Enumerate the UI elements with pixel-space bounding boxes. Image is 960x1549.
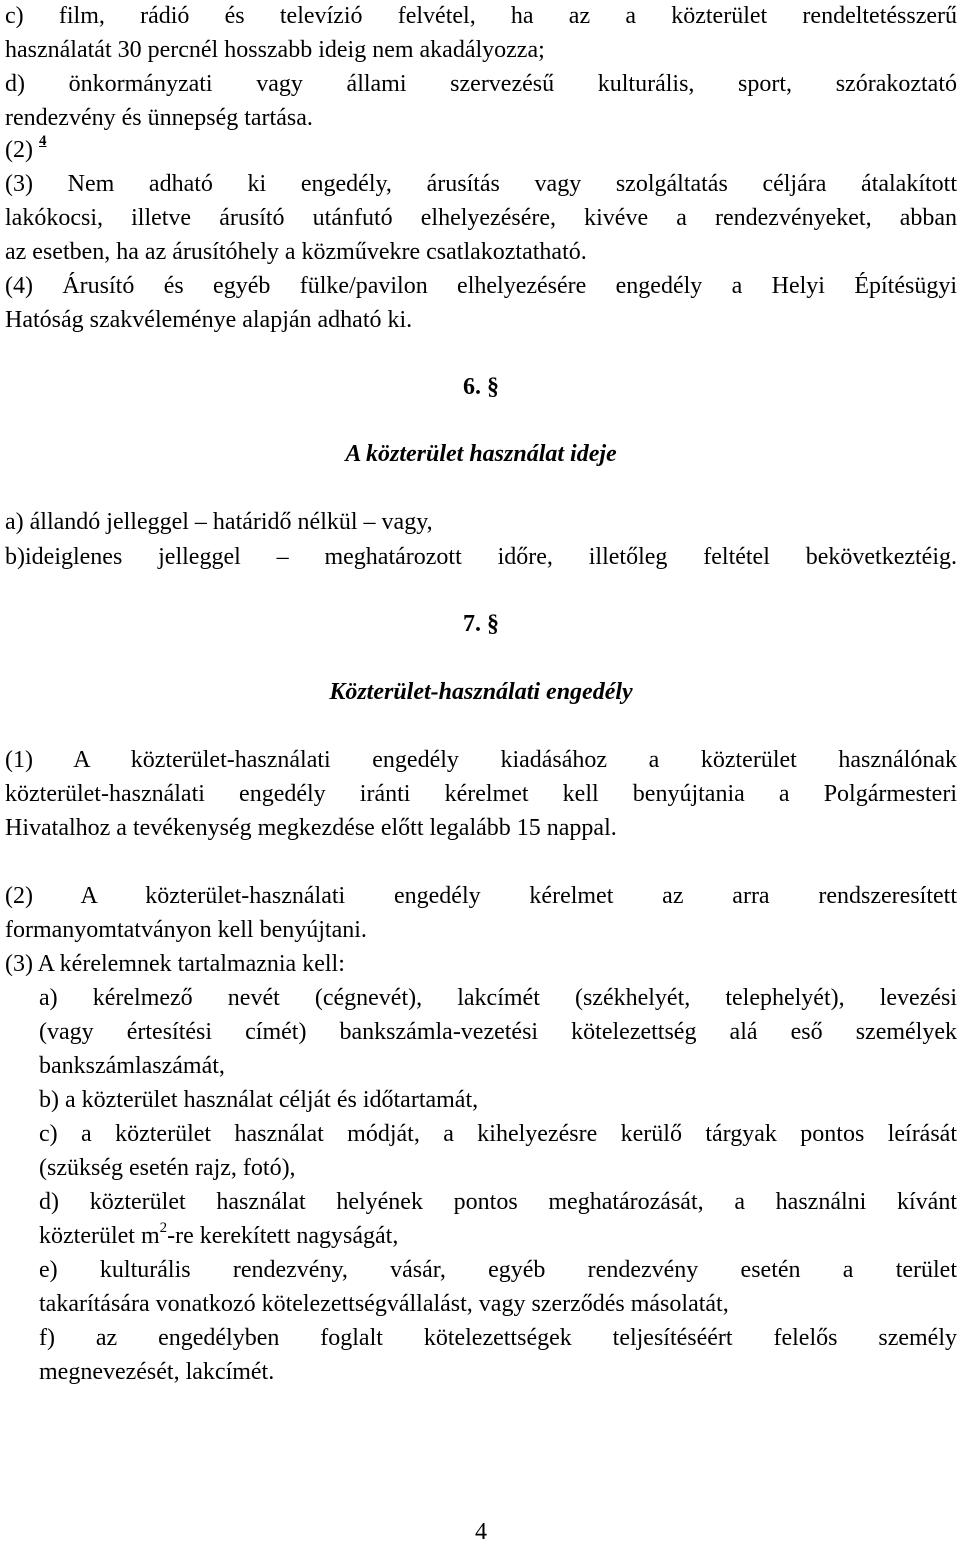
text-line: a) állandó jelleggel – határidő nélkül – vagy, xyxy=(5,509,433,535)
list-item-line: b) a közterület használat célját és időtartamát, xyxy=(39,1087,479,1113)
list-item-line: megnevezését, lakcímét. xyxy=(39,1359,275,1385)
list-item-line: f) az engedélyben foglalt kötelezettségek teljesítéséért felelős személy xyxy=(39,1325,957,1351)
list-item-line: (vagy értesítési címét) bankszámla-vezetési kötelezettség alá eső személyek xyxy=(39,1019,957,1045)
text-line: Hivatalhoz a tevékenység megkezdése előtt legalább 15 nappal. xyxy=(5,815,617,841)
text-line: Hatóság szakvéleménye alapján adható ki. xyxy=(5,307,413,333)
text-line: (3) Nem adható ki engedély, árusítás vagy szolgáltatás céljára átalakított xyxy=(5,171,957,197)
list-item-line xyxy=(39,1219,957,1256)
section-number: 7. § xyxy=(463,611,499,637)
text-line: rendezvény és ünnepség tartása. xyxy=(5,105,313,131)
text-line: használatát 30 percnél hosszabb ideig nem akadályozza; xyxy=(5,37,545,63)
text-line: b)ideiglenes jelleggel – meghatározott időre, illetőleg feltétel bekövetkeztéig. xyxy=(5,544,957,570)
text-line: (1) A közterület-használati engedély kiadásához a közterület használónak xyxy=(5,747,957,773)
text-line: d) önkormányzati vagy állami szervezésű kulturális, sport, szórakoztató xyxy=(5,71,957,97)
paragraph-2 xyxy=(5,133,957,170)
text-fragment: -re kerekített nagyságát, xyxy=(167,1223,399,1249)
text-line: lakókocsi, illetve árusító utánfutó elhelyezésére, kivéve a rendezvényeket, abban xyxy=(5,205,957,231)
text-line: közterület-használati engedély iránti kérelmet kell benyújtania a Polgármesteri xyxy=(5,781,957,807)
list-item-line: bankszámlaszámát, xyxy=(39,1053,225,1079)
text-line: c) film, rádió és televízió felvétel, ha az a közterület rendeltetésszerű xyxy=(5,3,957,29)
list-item-line: e) kulturális rendezvény, vásár, egyéb rendezvény esetén a terület xyxy=(39,1257,957,1283)
list-item-line: d) közterület használat helyének pontos meghatározását, a használni kívánt xyxy=(39,1189,957,1215)
text-line: az esetben, ha az árusítóhely a közművekre csatlakoztatható. xyxy=(5,239,587,265)
section-title: Közterület-használati engedély xyxy=(329,679,633,705)
footnote-ref: 4 xyxy=(38,133,47,149)
document-page xyxy=(5,0,957,1543)
list-item-line: a) kérelmező nevét (cégnevét), lakcímét (székhelyét, telephelyét), levezési xyxy=(39,985,957,1011)
page-number: 4 xyxy=(475,1519,487,1545)
list-item-line: (szükség esetén rajz, fotó), xyxy=(39,1155,296,1181)
superscript: 2 xyxy=(159,1220,168,1236)
section-number: 6. § xyxy=(463,374,499,400)
text-fragment: közterület m xyxy=(39,1223,160,1249)
list-item-line: c) a közterület használat módját, a kihelyezésre kerülő tárgyak pontos leírását xyxy=(39,1121,957,1147)
paragraph-number: (2) xyxy=(5,137,33,163)
list-item-line: takarítására vonatkozó kötelezettségvállalást, vagy szerződés másolatát, xyxy=(39,1291,729,1317)
text-line: (3) A kérelemnek tartalmaznia kell: xyxy=(5,951,345,977)
text-line: formanyomtatványon kell benyújtani. xyxy=(5,917,367,943)
text-line: (4) Árusító és egyéb fülke/pavilon elhelyezésére engedély a Helyi Építésügyi xyxy=(5,273,957,299)
section-title: A közterület használat ideje xyxy=(345,441,617,467)
text-line: (2) A közterület-használati engedély kérelmet az arra rendszeresített xyxy=(5,883,957,909)
